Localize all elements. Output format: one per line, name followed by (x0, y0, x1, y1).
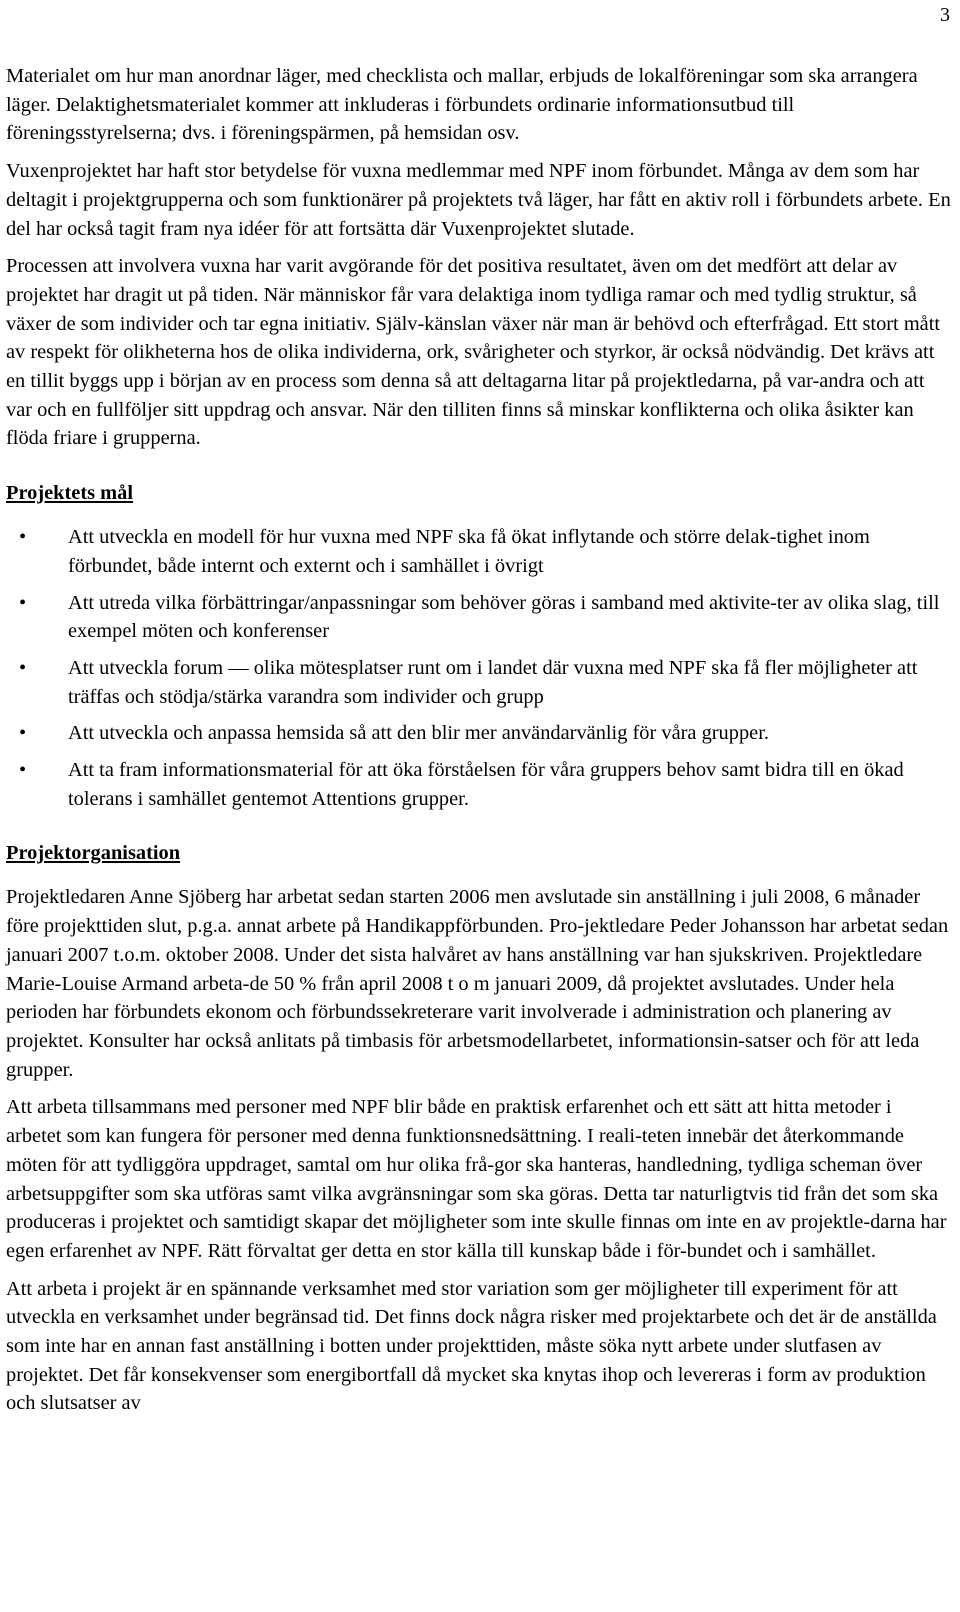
list-item-text: Att ta fram informationsmaterial för att öka förståelsen för våra gruppers behov samt bidra till en ökad tolerans i samhället gentemot Attentions grupper. (68, 759, 904, 810)
bullet-icon: • (19, 722, 27, 745)
paragraph-intro-process: Processen att involvera vuxna har varit avgörande för det positiva resultatet, även om det medfört att delar av projektet har dragit ut på tiden. När människor får vara delaktiga inom tydliga ramar och med tydlig struktur, så växer de som individer och tar egna initiativ. Själv-känslan växer när man är behövd och efterfrågad. Ett stort mått av respekt för olikheterna hos de olika individerna, ork, svårigheter och styrkor, är också nödvändig. Det krävs att en tillit byggs upp i början av en process som denna så att deltagarna litar på projektledarna, på var-andra och att var och en fullföljer sitt uppdrag och ansvar. När den tilliten finns så minskar konflikterna och olika åsikter kan flöda friare i grupperna. (6, 255, 941, 450)
list-item (6, 523, 951, 580)
heading-project-organisation: Projektorganisation (6, 842, 181, 865)
list-item (6, 719, 951, 748)
paragraph-intro-materials: Materialet om hur man anordnar läger, med checklista och mallar, erbjuds de lokalföreningar som ska arrangera läger. Delaktighetsmaterialet kommer att inkluderas i förbundets ordinarie informationsutbud till föreningsstyrelserna; dvs. i föreningspärmen, på hemsidan osv. (6, 65, 918, 145)
document-body (6, 62, 951, 1427)
list-item-text: Att utveckla forum — olika mötesplatser runt om i landet där vuxna med NPF ska få fler möjligheter att träffas och stödja/stärka varandra som individer och grupp (68, 656, 918, 708)
page-number: 3 (940, 4, 950, 26)
bullet-icon: • (19, 759, 27, 782)
heading-project-goals: Projektets mål (6, 482, 134, 505)
paragraph-org-staff: Projektledaren Anne Sjöberg har arbetat sedan starten 2006 men avslutade sin anställning i juli 2008, 6 månader före projekttiden slut, p.g.a. annat arbete på Handikappförbunden. Pro-jektledare Peder Johansson har arbetat sedan januari 2007 t.o.m. oktober 2008. Under det sista halvåret av hans anställning var han sjukskriven. Projektledare Marie-Louise Armand arbeta-de 50 % från april 2008 t o m januari 2009, då projektet avslutades. Under hela perioden har förbundets ekonom och förbundssekreterare varit involverade i administration och planering av projektet. Konsulter har också anlitats på timbasis för arbetsmodellarbetet, informationsin-satser och för att leda grupper. (6, 886, 949, 1081)
list-item (6, 589, 951, 646)
bullet-icon: • (19, 656, 27, 679)
list-item (6, 756, 951, 813)
paragraph-intro-significance: Vuxenprojektet har haft stor betydelse för vuxna medlemmar med NPF inom förbundet. Många av dem som har deltagit i projektgrupperna och som funktionärer på projektets två läger, har fått en aktiv roll i förbundets arbete. En del har också tagit fram nya idéer för att fortsätta där Vuxenprojektet slutade. (6, 160, 951, 240)
bullet-icon: • (19, 526, 27, 549)
paragraph-org-risks: Att arbeta i projekt är en spännande verksamhet med stor variation som ger möjligheter till experiment för att utveckla en verksamhet under begränsad tid. Det finns dock några risker med projektarbete och det är de anställda som inte har en annan fast anställning i botten under projekttiden, måste söka nytt arbete under slutfasen av projektet. Det får konsekvenser som energibortfall då mycket ska knytas ihop och levereras i form av produktion och slutsatser av (6, 1277, 937, 1415)
list-item (6, 654, 951, 711)
bullet-icon: • (19, 591, 27, 614)
list-item-text: Att utveckla och anpassa hemsida så att den blir mer användarvänlig för våra grupper. (68, 722, 769, 745)
goals-list (6, 523, 951, 813)
list-item-text: Att utreda vilka förbättringar/anpassningar som behöver göras i samband med aktivite-ter av olika slag, till exempel möten och konferenser (68, 591, 940, 643)
list-item-text: Att utveckla en modell för hur vuxna med NPF ska få ökat inflytande och större delak-tighet inom förbundet, både internt och externt och i samhället i övrigt (68, 526, 870, 577)
paragraph-org-collaboration: Att arbeta tillsammans med personer med NPF blir både en praktisk erfarenhet och ett sätt att hitta metoder i arbetet som kan fungera för personer med denna funktionsnedsättning. I reali-teten innebär det återkommande möten för att tydliggöra uppdraget, samtal om hur olika frå-gor ska hanteras, handledning, tydliga scheman över arbetsuppgifter som ska utföras samt vilka avgränsningar som ska göras. Detta tar naturligtvis tid från det som ska produceras i projektet och samtidigt skapar det möjligheter som inte skulle finnas om inte en av projektle-darna har egen erfarenhet av NPF. Rätt förvaltat ger detta en stor källa till kunskap både i för-bundet och i samhället. (6, 1096, 947, 1262)
